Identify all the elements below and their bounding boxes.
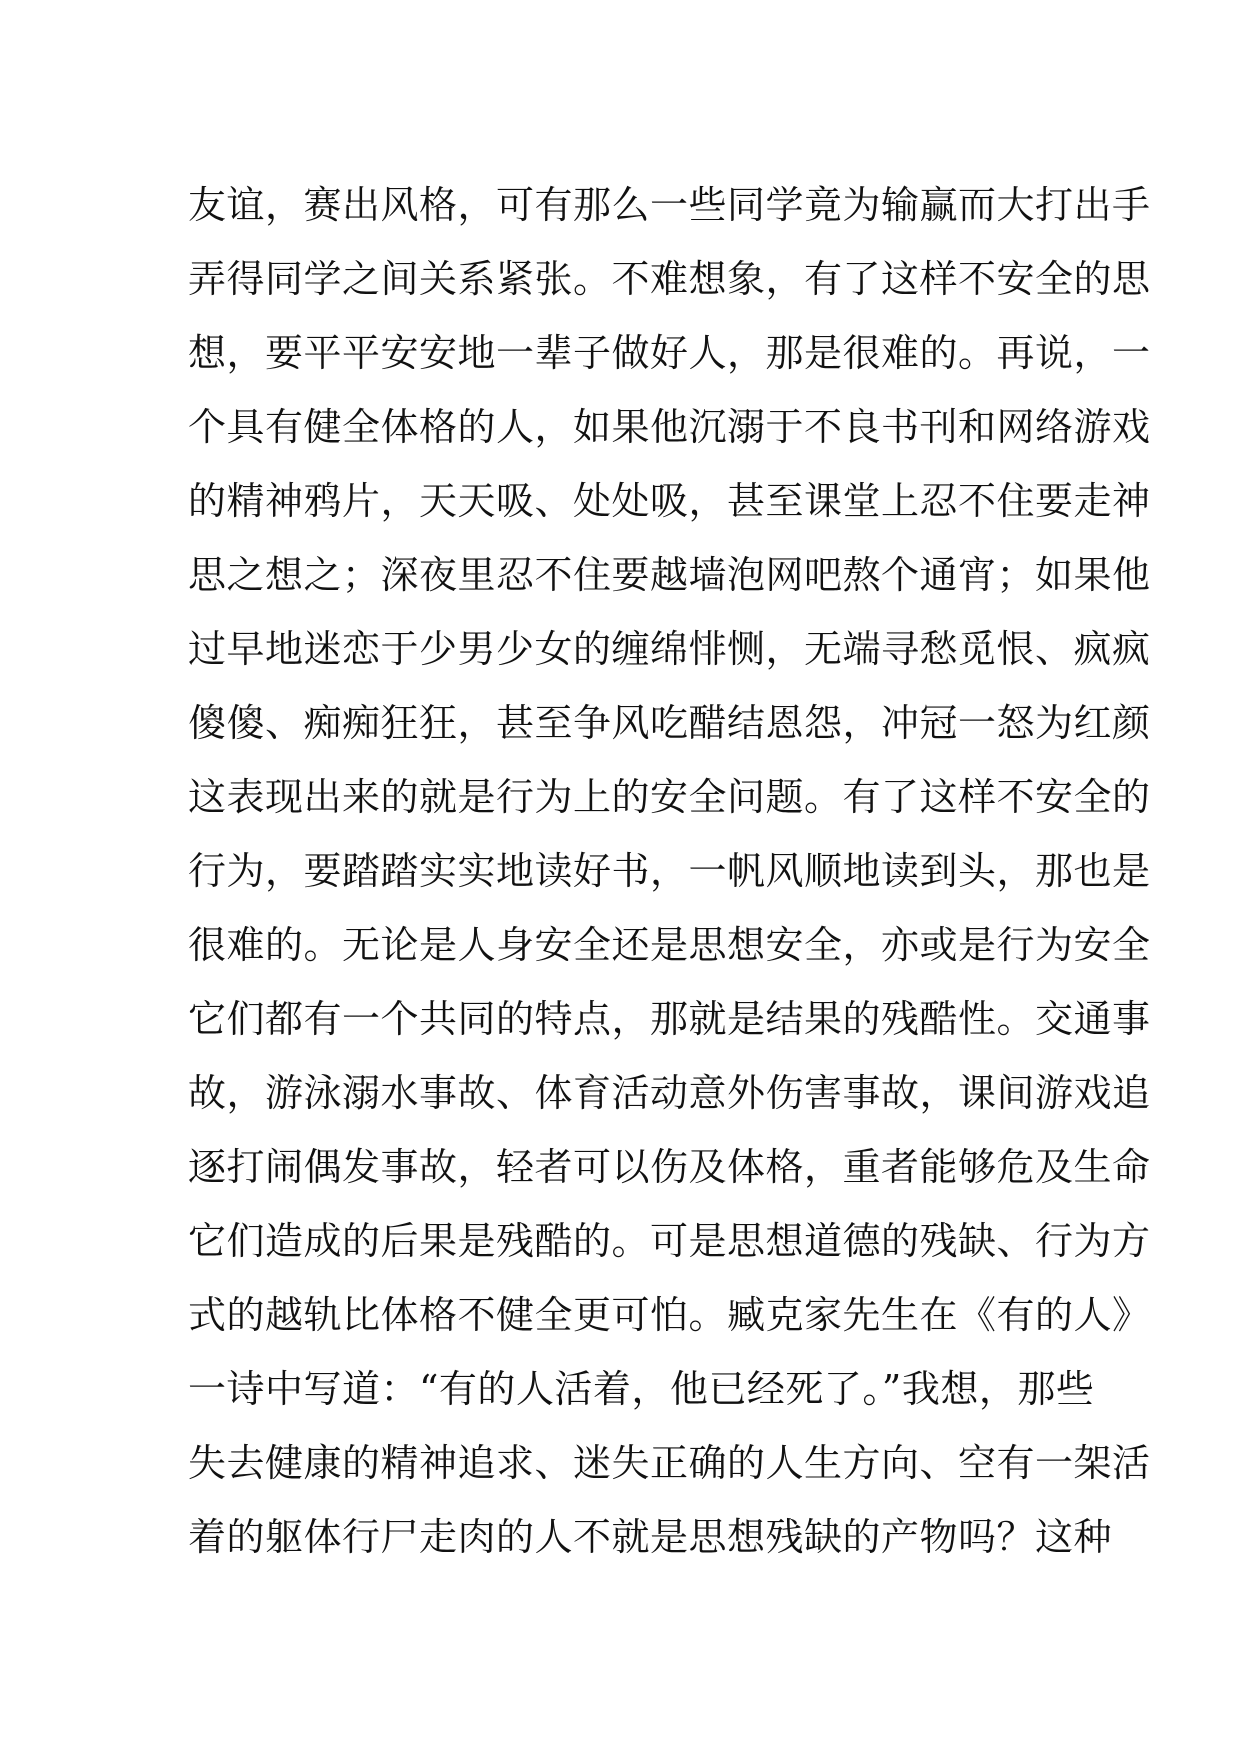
text-line: 逐打闹偶发事故，轻者可以伤及体格，重者能够危及生命 (188, 1145, 1151, 1189)
text-line: 失去健康的精神追求、迷失正确的人生方向、空有一架活 (188, 1441, 1151, 1485)
text-line: 友谊，赛出风格，可有那么一些同学竟为输赢而大打出手 (188, 183, 1151, 227)
text-line: 它们都有一个共同的特点，那就是结果的残酷性。交通事 (188, 997, 1151, 1041)
text-line: 这表现出来的就是行为上的安全问题。有了这样不安全的 (188, 775, 1151, 819)
text-line: 行为，要踏踏实实地读好书，一帆风顺地读到头，那也是 (188, 849, 1151, 893)
text-line: 一诗中写道：“有的人活着，他已经死了。”我想，那些 (188, 1367, 1095, 1411)
text-line: 想，要平平安安地一辈子做好人，那是很难的。再说，一 (188, 331, 1151, 375)
text-line: 它们造成的后果是残酷的。可是思想道德的残缺、行为方 (188, 1219, 1151, 1263)
text-line: 着的躯体行尸走肉的人不就是思想残缺的产物吗？这种 (188, 1515, 1113, 1559)
text-line: 很难的。无论是人身安全还是思想安全，亦或是行为安全 (188, 923, 1151, 967)
text-line: 弄得同学之间关系紧张。不难想象，有了这样不安全的思 (188, 257, 1151, 301)
text-line: 个具有健全体格的人，如果他沉溺于不良书刊和网络游戏 (188, 405, 1151, 449)
text-line: 傻傻、痴痴狂狂，甚至争风吃醋结恩怨，冲冠一怒为红颜 (188, 701, 1151, 745)
text-line: 式的越轨比体格不健全更可怕。臧克家先生在《有的人》 (188, 1293, 1151, 1337)
body-text (188, 168, 1151, 1574)
text-line: 过早地迷恋于少男少女的缠绵悱恻，无端寻愁觅恨、疯疯 (188, 627, 1151, 671)
text-line: 的精神鸦片，天天吸、处处吸，甚至课堂上忍不住要走神 (188, 479, 1151, 523)
text-line: 思之想之；深夜里忍不住要越墙泡网吧熬个通宵；如果他 (188, 553, 1151, 597)
text-line: 故，游泳溺水事故、体育活动意外伤害事故，课间游戏追 (188, 1071, 1151, 1115)
